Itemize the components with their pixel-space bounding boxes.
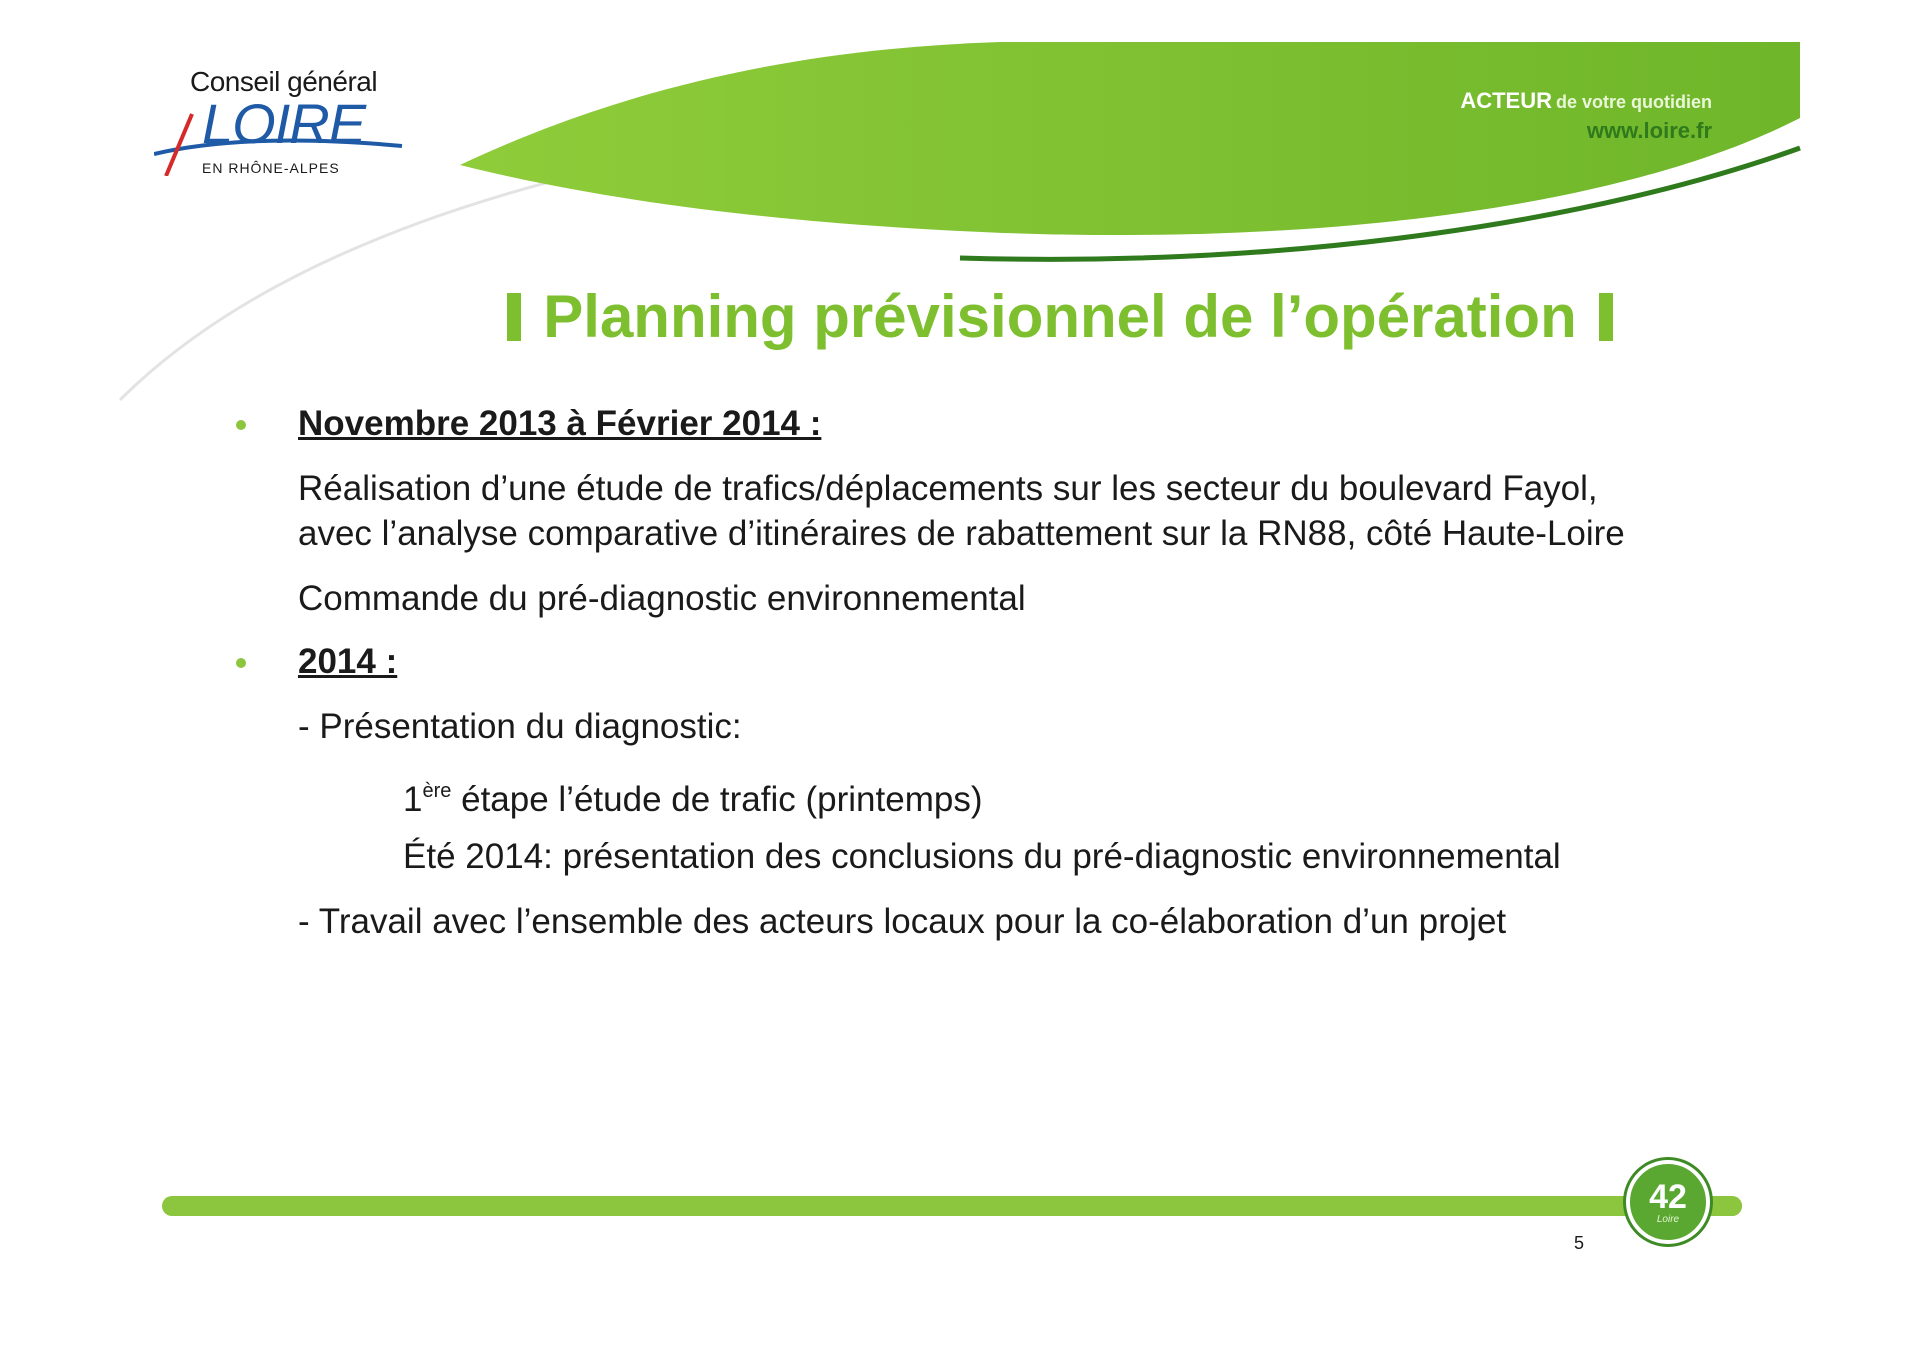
- paragraph: Réalisation d’une étude de trafics/déplacements sur les secteur du boulevard Fayol,: [298, 469, 1598, 508]
- bullet-dot: [236, 658, 246, 668]
- website-url[interactable]: www.loire.fr: [1586, 118, 1712, 143]
- logo-main-text: LOIRE: [202, 92, 366, 155]
- page-title-row: [0, 282, 1920, 351]
- logo-top-text: Conseil général: [190, 66, 378, 97]
- logo: [150, 62, 410, 182]
- list-item: - Travail avec l’ensemble des acteurs locaux pour la co-élaboration d’un projet: [298, 902, 1507, 941]
- page-number: 5: [1574, 1233, 1585, 1253]
- badge-number: 42: [1649, 1178, 1687, 1216]
- title-bar-right: [1599, 293, 1613, 341]
- list-item-step: 1ère étape l’étude de trafic (printemps): [403, 780, 983, 819]
- bullet-dot: [236, 420, 246, 430]
- list-item: Été 2014: présentation des conclusions du pré-diagnostic environnemental: [403, 837, 1561, 876]
- badge-sub: Loire: [1656, 1214, 1680, 1225]
- department-badge-icon: [1626, 1160, 1710, 1244]
- paragraph: avec l’analyse comparative d’itinéraires de rabattement sur la RN88, côté Haute-Loire: [298, 514, 1625, 553]
- tagline-rest: de votre quotidien: [1555, 92, 1712, 112]
- page-title: Planning prévisionnel de l’opération: [543, 283, 1577, 350]
- list-item: - Présentation du diagnostic:: [298, 707, 742, 746]
- tagline-bold: ACTEUR: [1460, 88, 1552, 113]
- section-heading: Novembre 2013 à Février 2014 :: [298, 404, 822, 443]
- logo-sub-text: EN RHÔNE-ALPES: [202, 160, 340, 176]
- paragraph: Commande du pré-diagnostic environnemental: [298, 579, 1026, 618]
- tagline: [1460, 88, 1712, 144]
- section-heading: 2014 :: [298, 642, 398, 681]
- title-bar-left: [507, 293, 521, 341]
